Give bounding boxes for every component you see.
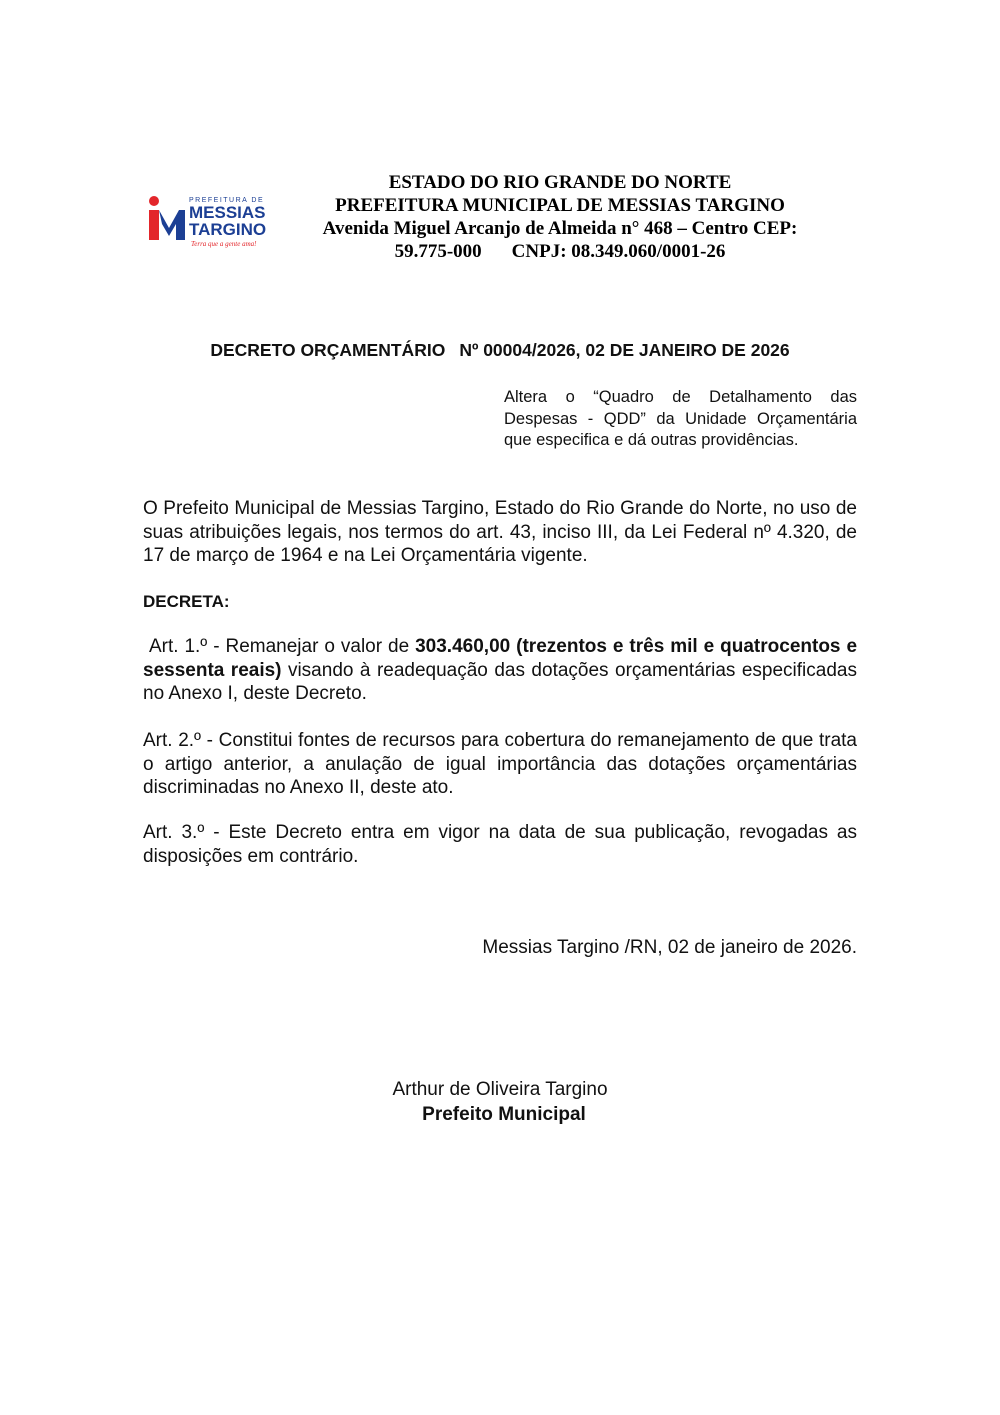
- article-2: Art. 2.º - Constitui fontes de recursos para cobertura do remanejamento de que trata o artigo anterior, a anulação de igual importância das dotações orçamentárias discriminadas no Anexo II, deste ato.: [143, 730, 857, 798]
- svg-text:MESSIAS: MESSIAS: [189, 203, 266, 222]
- signature-block: [300, 1077, 700, 1127]
- decree-title-number: Nº 00004/2026, 02 DE JANEIRO DE 2026: [459, 340, 790, 360]
- header-cep-cnpj: [300, 240, 820, 263]
- svg-text:TARGINO: TARGINO: [189, 220, 267, 239]
- header-cep: 59.775-000: [394, 241, 482, 262]
- svg-text:Terra que a gente ama!: Terra que a gente ama!: [191, 240, 257, 248]
- header-prefeitura: PREFEITURA MUNICIPAL DE MESSIAS TARGINO: [335, 195, 785, 216]
- header-cnpj: CNPJ: 08.349.060/0001-26: [511, 241, 726, 262]
- municipality-logo: [145, 192, 285, 252]
- decree-summary: Altera o “Quadro de Detalhamento das Despesas - QDD” da Unidade Orçamentária que especifica e dá outras providências.: [504, 388, 857, 449]
- intro-paragraph: O Prefeito Municipal de Messias Targino, Estado do Rio Grande do Norte, no uso de suas atribuições legais, nos termos do art. 43, inciso III, da Lei Federal nº 4.320, de 17 de março de 1964 e na Lei Orçamentária vigente.: [143, 498, 857, 566]
- document-header: [300, 171, 820, 263]
- decree-title-label: DECRETO ORÇAMENTÁRIO: [210, 340, 446, 360]
- article-1: [143, 635, 857, 706]
- header-state: ESTADO DO RIO GRANDE DO NORTE: [388, 172, 732, 193]
- article-3: Art. 3.º - Este Decreto entra em vigor na data de sua publicação, revogadas as disposições em contrário.: [143, 822, 857, 867]
- header-address: Avenida Miguel Arcanjo de Almeida n° 468 – Centro CEP:: [322, 218, 798, 239]
- decreta-heading: DECRETA:: [143, 592, 230, 611]
- decree-title: [143, 340, 857, 361]
- article-1-text-end: visando à readequação das dotações orçamentárias especificadas no Anexo I, deste Decreto.: [143, 659, 857, 704]
- svg-text:PREFEITURA DE: PREFEITURA DE: [189, 197, 265, 204]
- article-1-amount: 303.460,00 (trezentos e três mil e quatrocentos e sessenta reais): [143, 636, 858, 681]
- signer-name: Arthur de Oliveira Targino: [392, 1079, 608, 1100]
- article-1-text-start: Art. 1.º - Remanejar o valor de: [148, 636, 416, 657]
- date-place: Messias Targino /RN, 02 de janeiro de 2026.: [482, 937, 857, 958]
- signer-role: Prefeito Municipal: [422, 1104, 586, 1125]
